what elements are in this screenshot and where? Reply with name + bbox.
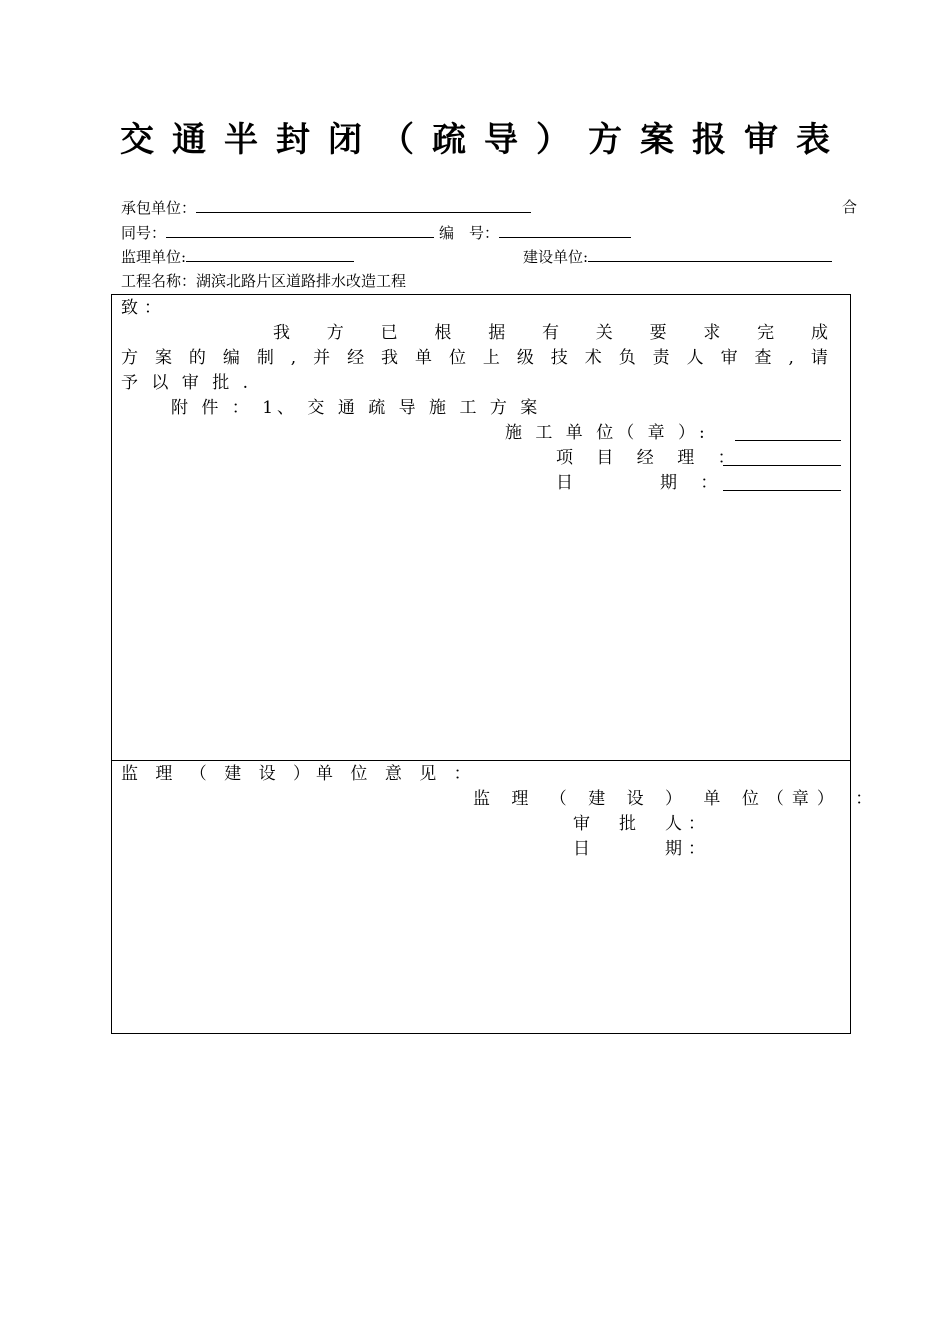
construction-unit-field[interactable] <box>735 440 841 441</box>
attachment-line: 附 件 ： 1、 交 通 疏 导 施 工 方 案 <box>171 398 542 418</box>
contract-number-row <box>121 223 434 242</box>
body-line-3: 予 以 审 批 . <box>121 373 253 393</box>
project-manager-label: 项 目 经 理 ： <box>556 448 744 468</box>
construction-unit-label: 施 工 单 位（ 章 ）: <box>505 423 709 443</box>
owner-label: 建设单位: <box>523 248 589 266</box>
contractor-row <box>121 198 531 217</box>
contractor-field[interactable] <box>196 198 531 213</box>
contract-number-field[interactable] <box>166 223 434 238</box>
body-char: 方 <box>121 348 138 368</box>
body-char: 求 <box>703 323 721 343</box>
date-label-1: 日 期 ： <box>556 473 727 493</box>
body-char: 术 <box>584 348 602 368</box>
body-char: 方 <box>326 323 344 343</box>
body-char: 我 <box>381 348 399 368</box>
contract-label-b: 同号： <box>121 224 167 242</box>
body-char: 案 <box>154 348 172 368</box>
body-char: 审 <box>720 348 738 368</box>
supervisor-row <box>121 247 354 266</box>
project-name-row <box>121 272 406 290</box>
number-label: 编 号： <box>439 224 500 242</box>
opinion-label: 监 理 （ 建 设 ）单 位 意 见 ： <box>121 764 477 784</box>
supervisor-field[interactable] <box>186 247 354 262</box>
body-char: , <box>290 348 297 368</box>
number-field[interactable] <box>499 223 631 238</box>
body-char: 负 <box>618 348 636 368</box>
supervisor-label: 监理单位: <box>121 248 187 266</box>
body-char: 上 <box>482 348 500 368</box>
unit-seal-label: 监 理 （ 建 设 ） 单 位（章） ： <box>473 789 881 809</box>
body-char: 关 <box>595 323 613 343</box>
owner-row <box>523 247 832 266</box>
body-char: 级 <box>516 348 534 368</box>
date-label-2: 日 期： <box>573 839 711 859</box>
body-char: 经 <box>347 348 365 368</box>
body-char: 已 <box>380 323 398 343</box>
body-char: 完 <box>757 323 775 343</box>
body-char: 编 <box>222 348 240 368</box>
body-char: 根 <box>434 323 452 343</box>
contract-label-a: 合 <box>842 198 858 216</box>
body-char: 有 <box>541 323 559 343</box>
body-char: 责 <box>652 348 670 368</box>
body-char: 要 <box>649 323 667 343</box>
body-char: 制 <box>256 348 274 368</box>
project-manager-field[interactable] <box>723 465 841 466</box>
date-field-1[interactable] <box>723 490 841 491</box>
body-char: 位 <box>448 348 466 368</box>
body-char: 据 <box>488 323 506 343</box>
body-char: 单 <box>414 348 432 368</box>
approver-label: 审 批 人： <box>573 814 711 834</box>
body-char: 成 <box>810 323 828 343</box>
number-row <box>439 223 631 242</box>
body-char: 的 <box>188 348 206 368</box>
body-char: 请 <box>810 348 828 368</box>
body-char: 我 <box>273 323 290 343</box>
project-name-value: 湖滨北路片区道路排水改造工程 <box>196 272 407 290</box>
contractor-label: 承包单位： <box>121 199 197 217</box>
to-label: 致： <box>121 298 167 318</box>
body-char: 人 <box>686 348 704 368</box>
page-title: 交通半封闭（疏导）方案报审表 <box>120 120 848 160</box>
body-line-1 <box>273 323 828 343</box>
body-char: 并 <box>313 348 331 368</box>
body-line-2 <box>121 348 828 368</box>
body-char: 技 <box>550 348 568 368</box>
project-name-label: 工程名称： <box>121 272 197 290</box>
body-char: 查 <box>754 348 772 368</box>
body-char: , <box>788 348 794 368</box>
owner-field[interactable] <box>588 247 832 262</box>
